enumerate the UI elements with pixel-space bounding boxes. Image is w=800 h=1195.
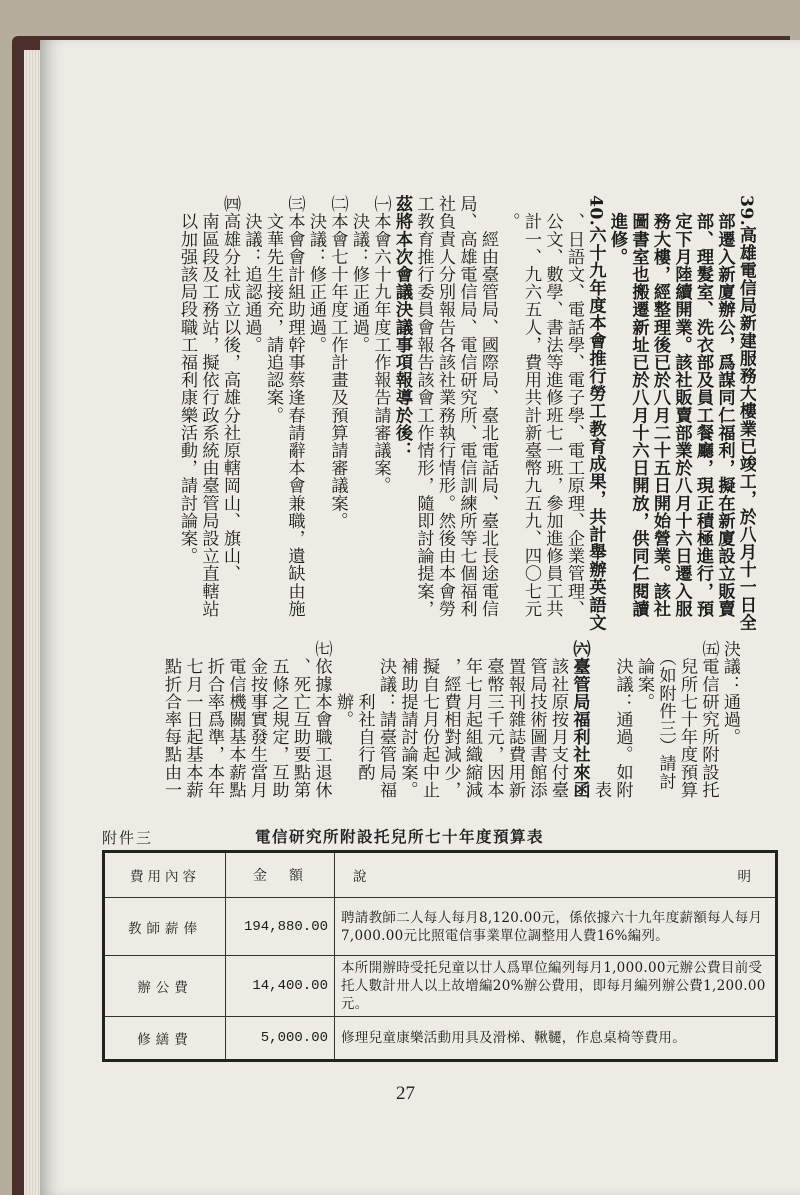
row-item: 辦公費 xyxy=(104,956,226,1017)
text-column: 論案。 xyxy=(634,640,654,711)
document-page xyxy=(40,40,800,1195)
row-amount: 14,400.00 xyxy=(226,956,335,1017)
text-column: 擬自七月份起中止 xyxy=(419,640,439,799)
row-description: 本所開辦時受托兒童以廿人爲單位編列每月1,000.00元辦公費目前受托人數計卅人以上故增編20%辦公費用，即每月編列辦公費1,200.00元。 xyxy=(335,956,777,1017)
row-description: 修理兒童康樂活動用具及滑梯、鞦韆，作息桌椅等費用。 xyxy=(335,1017,777,1061)
text-column: ，經費相對減少， xyxy=(440,640,461,799)
text-column: 決議：通過。 xyxy=(720,640,740,746)
text-column: 40.六十九年度本會推行勞工教育成果，共計舉辦英語文 xyxy=(585,195,606,631)
text-column: 該社原按月支付臺 xyxy=(548,640,568,799)
text-column: 點折合率每點由一 xyxy=(161,640,181,799)
text-column: 南區段及工務站，擬依行政系統由臺管局設立直轄站 xyxy=(198,195,219,618)
text-column: ㈡本會七十年度工作計畫及預算請審議案。 xyxy=(327,195,348,530)
text-column: 部、理髮室、洗衣部及員工餐廳，現正積極進行，預 xyxy=(693,195,713,618)
text-column: 39.高雄電信局新建服務大樓業已竣工，於八月十一日全 xyxy=(736,195,756,631)
text-column: 決議：追認通過。 xyxy=(241,195,262,354)
text-column: ㈦依據本會職工退休 xyxy=(311,640,332,799)
text-column: 定下月陸續開業。該社販賣部業於八月十六日遷入服 xyxy=(671,195,692,618)
text-column: 五條之規定，互助 xyxy=(268,640,289,799)
text-column: 務大樓，經整理後已於八月二十五日開始營業。該社 xyxy=(650,195,670,618)
appendix-label: 附件三 xyxy=(102,829,154,847)
text-column: 社負責人分別報告各該社業務執行情形。然後由本會勞 xyxy=(435,195,455,618)
header-item: 費用內容 xyxy=(104,852,226,898)
text-column: （如附件三）請討 xyxy=(655,640,676,790)
text-column: ㈤電信研究所附設托 xyxy=(698,640,719,799)
text-column: 計一、九六五人，費用共計新臺幣九五九、四〇七元 xyxy=(521,195,541,618)
text-column: ㈣高雄分社成立以後，高雄分社原轄岡山、旗山、 xyxy=(220,195,240,583)
text-column: 以加强該局段職工福利康樂活動，請討論案。 xyxy=(177,195,197,565)
text-column: ㈢本會會計組助理幹事蔡逢春請辭本會兼職，遺缺由施 xyxy=(284,195,305,618)
text-column: 公文、數學、書法等進修班七一班，參加進修員工共 xyxy=(542,195,563,618)
text-column: 、日語文、電話學、電子學、電工原理、企業管理、 xyxy=(564,195,584,618)
row-description: 聘請教師二人每人每月8,120.00元，係依據六十九年度薪額每人每月7,000.00元比照電信事業單位調整用人費16%編列。 xyxy=(335,898,777,956)
text-column: 決議：請臺管局福 xyxy=(376,640,396,799)
text-column: 臺幣三千元，因本 xyxy=(483,640,504,799)
text-column: 管局技術圖書館添 xyxy=(526,640,547,799)
header-description xyxy=(335,852,777,898)
text-column: 兒所七十年度預算 xyxy=(677,640,697,799)
text-column: 決議：修正通過。 xyxy=(306,195,326,354)
table-row xyxy=(104,898,777,956)
header-desc-left: 說 xyxy=(353,869,371,885)
text-column: 局、高雄電信局、電信研究所、電信訓練所等七個福利 xyxy=(456,195,477,618)
text-column: 圖書室也搬遷新址已於八月十六日開放，供同仁閱讀 xyxy=(628,195,649,618)
text-column: 折合率爲準，本年 xyxy=(204,640,224,799)
lower-text-block xyxy=(110,640,740,850)
upper-text-block xyxy=(110,195,756,645)
text-column: 決議：修正通過。 xyxy=(349,195,369,354)
text-column: 部遷入新廈辦公，爲謀同仁福利，擬在新廈設立販賣 xyxy=(714,195,735,618)
text-column: ㈠本會六十九年度工作報告請審議案。 xyxy=(370,195,391,495)
text-column: 電信機關基本薪點 xyxy=(225,640,246,799)
table-row xyxy=(104,1017,777,1061)
page-number: 27 xyxy=(396,1083,415,1104)
table-header-row xyxy=(104,852,777,898)
header-desc-right: 明 xyxy=(737,869,755,885)
row-item: 教師薪俸 xyxy=(104,898,226,956)
text-column: 辦。 xyxy=(333,640,353,728)
text-column: 金按事實發生當月 xyxy=(247,640,267,799)
header-amount: 金 額 xyxy=(226,852,335,898)
text-column: 進修。 xyxy=(607,195,627,266)
text-column: 年七月起組織縮減 xyxy=(462,640,482,799)
text-column: 補助提請討論案。 xyxy=(397,640,418,799)
text-column: 、死亡互助要點第 xyxy=(290,640,310,799)
text-column: 。 xyxy=(499,195,520,231)
text-column: 工教育推行委員會報告該會工作情形，隨即討論提案， xyxy=(413,195,434,618)
text-column: 經由臺管局、國際局、臺北電話局、臺北長途電信 xyxy=(478,195,498,618)
text-column: ㈥臺管局福利社來函 xyxy=(569,640,590,799)
text-column: 文華先生接充，請追認案。 xyxy=(263,195,283,424)
text-column: 茲將本次會議決議事項報導於後： xyxy=(392,195,412,459)
text-column: 決議：通過。如附 xyxy=(612,640,633,799)
text-column: 置報刊雜誌費用新 xyxy=(505,640,525,799)
table-title: 電信研究所附設托兒所七十年度預算表 xyxy=(255,827,545,846)
text-column: 利社自行酌 xyxy=(354,640,375,781)
budget-table xyxy=(102,850,778,1062)
row-amount: 194,880.00 xyxy=(226,898,335,956)
row-item: 修繕費 xyxy=(104,1017,226,1061)
row-amount: 5,000.00 xyxy=(226,1017,335,1061)
text-column: 表 xyxy=(591,640,611,799)
text-column: 七月一日起基本薪 xyxy=(182,640,203,799)
table-row xyxy=(104,956,777,1017)
